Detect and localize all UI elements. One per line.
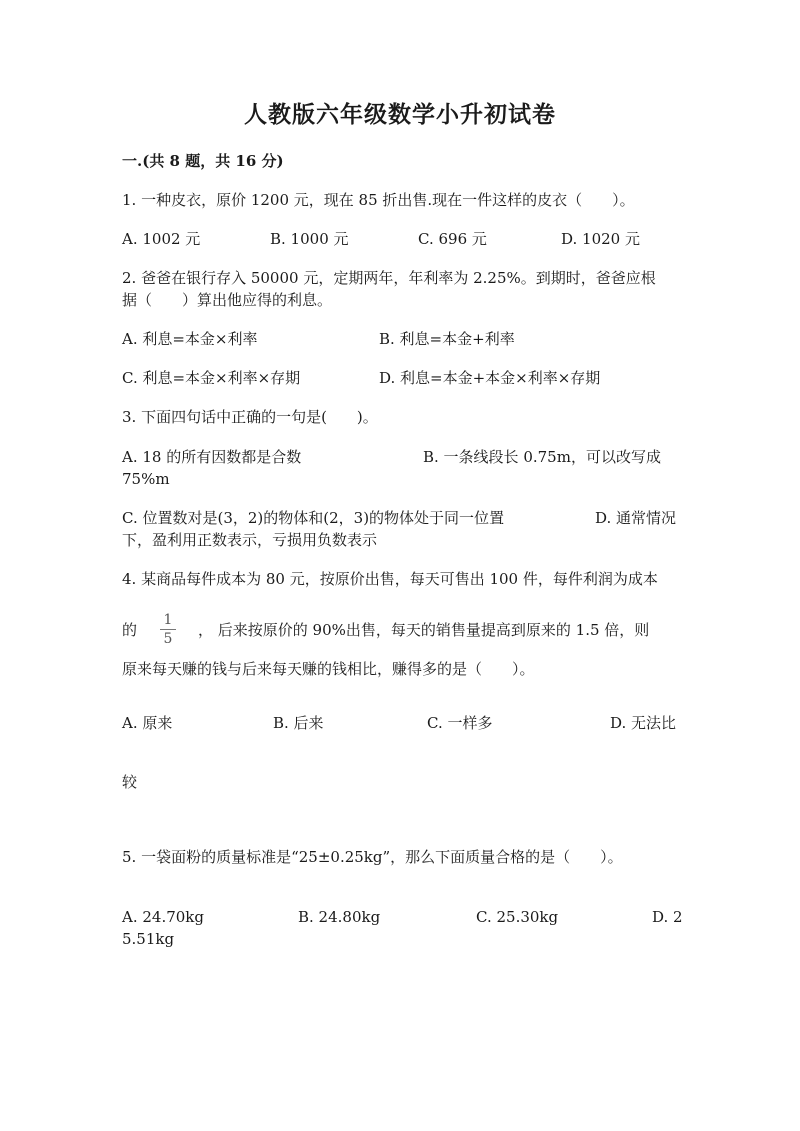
- question-4-option-d-cont: 较: [122, 773, 138, 791]
- question-3-option-d-cont: 下，盈利用正数表示，亏损用负数表示: [122, 531, 378, 549]
- question-1-option-c: C. 696 元: [418, 230, 487, 248]
- section-heading: 一.(共 8 题，共 16 分): [122, 152, 284, 170]
- question-5-option-d: D. 2: [652, 908, 683, 926]
- question-2-option-c: C. 利息=本金×利率×存期: [122, 369, 301, 387]
- question-5-stem: 5. 一袋面粉的质量标准是“25±0.25kg”，那么下面质量合格的是（ ）。: [122, 848, 623, 866]
- question-2-stem-line2: 据（ ）算出他应得的利息。: [122, 291, 333, 309]
- question-3-stem: 3. 下面四句话中正确的一句是( )。: [122, 408, 378, 426]
- question-3-option-c: C. 位置数对是(3，2)的物体和(2，3)的物体处于同一位置: [122, 509, 505, 527]
- question-4-option-a: A. 原来: [122, 714, 173, 732]
- question-2-option-a: A. 利息=本金×利率: [122, 330, 258, 348]
- fraction-one-fifth: [158, 612, 178, 647]
- question-2-option-d: D. 利息=本金+本金×利率×存期: [379, 369, 601, 387]
- question-3-option-b-cont: 75%m: [122, 470, 170, 488]
- question-4-option-b: B. 后来: [273, 714, 324, 732]
- question-4-stem-line2-pre: 的: [122, 621, 138, 639]
- question-3-option-d: D. 通常情况: [595, 509, 677, 527]
- question-4-stem-line1: 4. 某商品每件成本为 80 元，按原价出售，每天可售出 100 件，每件利润为成本: [122, 570, 658, 588]
- question-2-stem-line1: 2. 爸爸在银行存入 50000 元，定期两年，年利率为 2.25%。到期时，爸爸应根: [122, 269, 656, 287]
- question-5-option-d-cont: 5.51kg: [122, 930, 175, 948]
- page-title: 人教版六年级数学小升初试卷: [244, 101, 556, 128]
- question-1-option-d: D. 1020 元: [561, 230, 640, 248]
- fraction-denominator: 5: [163, 631, 173, 647]
- question-1-option-b: B. 1000 元: [270, 230, 349, 248]
- question-5-option-c: C. 25.30kg: [476, 908, 559, 926]
- question-5-option-a: A. 24.70kg: [122, 908, 205, 926]
- question-1-stem: 1. 一种皮衣，原价 1200 元，现在 85 折出售.现在一件这样的皮衣（ ）。: [122, 191, 635, 209]
- question-3-option-a: A. 18 的所有因数都是合数: [122, 448, 302, 466]
- question-2-option-b: B. 利息=本金+利率: [379, 330, 515, 348]
- question-4-stem-line3: 原来每天赚的钱与后来每天赚的钱相比，赚得多的是（ ）。: [122, 660, 535, 678]
- question-4-option-c: C. 一样多: [427, 714, 493, 732]
- fraction-numerator: 1: [163, 612, 173, 628]
- question-1-option-a: A. 1002 元: [122, 230, 201, 248]
- question-4-option-d: D. 无法比: [610, 714, 677, 732]
- question-5-option-b: B. 24.80kg: [298, 908, 381, 926]
- question-3-option-b: B. 一条线段长 0.75m，可以改写成: [423, 448, 661, 466]
- fraction-bar: [160, 629, 176, 630]
- question-4-stem-line2-post: ， 后来按原价的 90%出售，每天的销售量提高到原来的 1.5 倍，则: [198, 621, 650, 639]
